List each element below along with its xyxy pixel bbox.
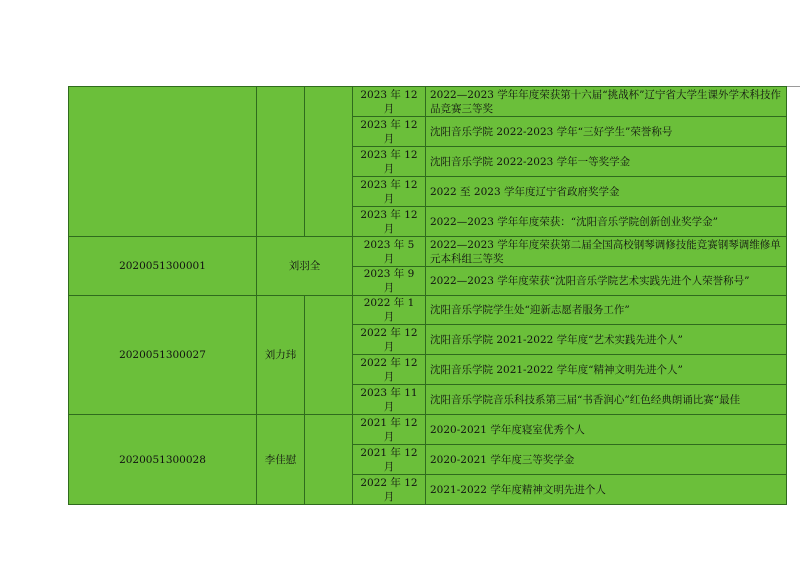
- award-description: 2022 至 2023 学年度辽宁省政府奖学金: [426, 177, 787, 207]
- award-description: 2022—2023 学年年度荣获第十六届“挑战杯”辽宁省大学生课外学术科技作品竞赛三等奖: [426, 87, 787, 117]
- award-description: 2022—2023 学年度荣获“沈阳音乐学院艺术实践先进个人荣誉称号”: [426, 267, 787, 296]
- student-id-cell: 2020051300027: [69, 296, 257, 415]
- award-date: 2022 年 12 月: [353, 355, 426, 385]
- award-description: 沈阳音乐学院 2022-2023 学年一等奖学金: [426, 147, 787, 177]
- margin-cell: [787, 237, 800, 296]
- table-row: [69, 87, 800, 117]
- award-date: 2021 年 12 月: [353, 415, 426, 445]
- award-description: 2021-2022 学年度精神文明先进个人: [426, 475, 787, 505]
- award-date: 2021 年 12 月: [353, 445, 426, 475]
- award-date: 2023 年 9 月: [353, 267, 426, 296]
- student-name-cell: 刘羽全: [257, 237, 353, 296]
- award-description: 沈阳音乐学院 2021-2022 学年度“精神文明先进个人”: [426, 355, 787, 385]
- award-date: 2023 年 11 月: [353, 385, 426, 415]
- award-description: 2022—2023 学年年度荣获：“沈阳音乐学院创新创业奖学金”: [426, 207, 787, 237]
- award-date: 2023 年 12 月: [353, 177, 426, 207]
- student-id-cell: [69, 87, 257, 237]
- margin-cell: [787, 296, 800, 415]
- award-date: 2022 年 1 月: [353, 296, 426, 325]
- award-date: 2023 年 12 月: [353, 147, 426, 177]
- empty-cell: [305, 87, 353, 237]
- margin-cell: [787, 87, 800, 237]
- table-row: [69, 415, 800, 445]
- empty-cell: [305, 296, 353, 415]
- table-row: [69, 237, 800, 267]
- student-id-cell: 2020051300001: [69, 237, 257, 296]
- table-row: [69, 296, 800, 325]
- award-date: 2023 年 12 月: [353, 87, 426, 117]
- award-date: 2023 年 12 月: [353, 117, 426, 147]
- student-name-cell: 刘力玮: [257, 296, 305, 415]
- award-date: 2022 年 12 月: [353, 475, 426, 505]
- award-date: 2023 年 5 月: [353, 237, 426, 267]
- empty-cell: [305, 415, 353, 505]
- award-description: 沈阳音乐学院 2021-2022 学年度“艺术实践先进个人”: [426, 325, 787, 355]
- awards-table: [68, 86, 800, 505]
- award-description: 2020-2021 学年度寝室优秀个人: [426, 415, 787, 445]
- award-description: 沈阳音乐学院 2022-2023 学年“三好学生”荣誉称号: [426, 117, 787, 147]
- award-description: 沈阳音乐学院学生处“迎新志愿者服务工作”: [426, 296, 787, 325]
- student-name-cell: 李佳慰: [257, 415, 305, 505]
- award-date: 2023 年 12 月: [353, 207, 426, 237]
- award-description: 沈阳音乐学院音乐科技系第三届“书香润心”红色经典朗诵比赛“最佳: [426, 385, 787, 415]
- student-id-cell: 2020051300028: [69, 415, 257, 505]
- margin-cell: [787, 415, 800, 505]
- award-description: 2022—2023 学年年度荣获第二届全国高校钢琴调修技能竞赛钢琴调维修单元本科组三等奖: [426, 237, 787, 267]
- student-name-cell: [257, 87, 305, 237]
- award-description: 2020-2021 学年度三等奖学金: [426, 445, 787, 475]
- award-date: 2022 年 12 月: [353, 325, 426, 355]
